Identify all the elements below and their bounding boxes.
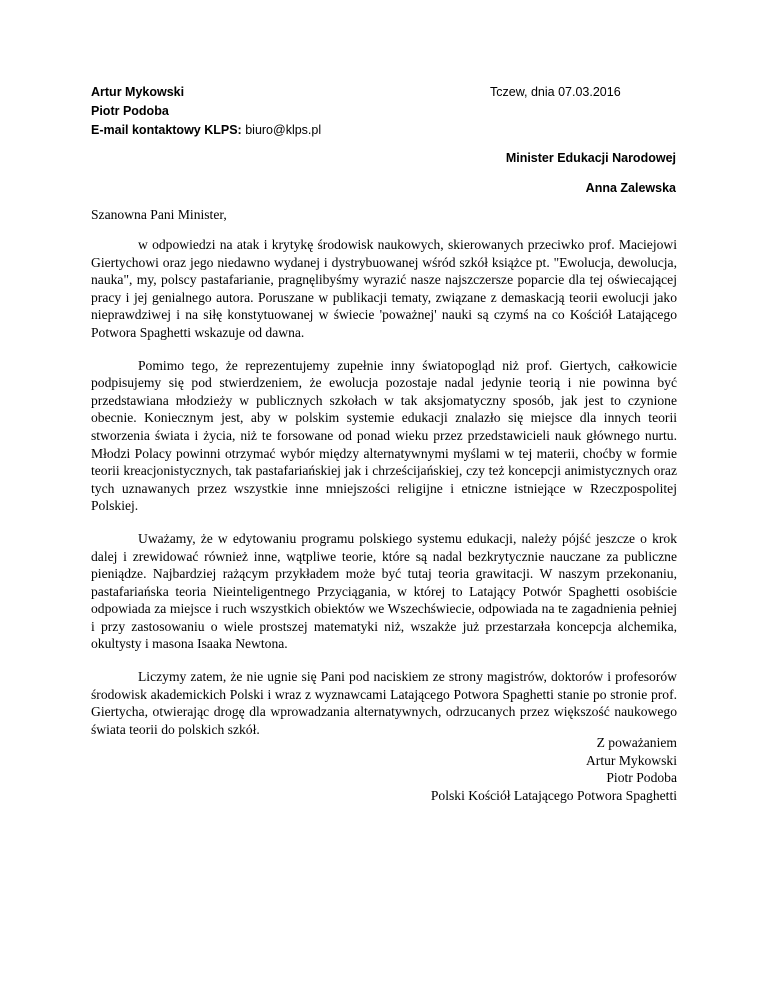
sender-email-line <box>91 121 421 140</box>
closing-organization: Polski Kościół Latającego Potwora Spaghetti <box>430 787 677 803</box>
letter-body <box>91 236 677 753</box>
letter-date: Tczew, dnia 07.03.2016 <box>490 85 621 99</box>
email-label: E-mail kontaktowy KLPS: <box>91 123 242 137</box>
body-paragraph-4: Liczymy zatem, że nie ugnie się Pani pod naciskiem ze strony magistrów, doktorów i profesorów środowisk akademickich Polski i wraz z wyznawcami Latającego Potwora Spaghetti stanie po stronie prof. Giertycha, otwierając drogę dla wprowadzania alternatywnych, odrzucanych przez większość naukowego świata teorii do polskich szkół. <box>91 669 677 737</box>
sender-block <box>91 83 421 140</box>
sender-name-2: Piotr Podoba <box>91 104 169 118</box>
closing-name-2: Piotr Podoba <box>606 770 677 786</box>
email-address: biuro@klps.pl <box>245 123 322 137</box>
sender-name-1: Artur Mykowski <box>91 85 185 99</box>
closing-name-1: Artur Mykowski <box>585 752 677 768</box>
recipient-name: Anna Zalewska <box>585 181 676 195</box>
recipient-title: Minister Edukacji Narodowej <box>505 151 676 165</box>
body-paragraph-2: Pomimo tego, że reprezentujemy zupełnie inny światopogląd niż prof. Giertych, całkowicie podpisujemy się pod stwierdzeniem, że ewolucja pozostaje nadal jedynie teorią i nie powinna być przedstawiana młodzieży w publicznych szkołach w tak aksjomatyczny sposób, jak jest to czynione obecnie. Koniecznym jest, aby w polskim systemie edukacji znalazło się miejsce dla innych teorii stworzenia świata i życia, niż te forsowane od ponad wieku przez przedstawicieli nauk głównego nurtu. Młodzi Polacy powinni otrzymać wybór między alternatywnymi myślami w tej materii, choćby w formie teorii kreacjonistycznych, tak pastafariańskiej jak i chrześcijańskiej, czy też koncepcji animistycznych oraz tych uznawanych przez wszystkie inne mniejszości religijne i etniczne istniejące w Rzeczpospolitej Polskiej. <box>91 357 677 514</box>
closing-block <box>277 734 677 804</box>
closing-regards: Z poważaniem <box>596 735 677 750</box>
body-paragraph-3: Uważamy, że w edytowaniu programu polskiego systemu edukacji, należy pójść jeszcze o krok dalej i zrewidować również inne, wątpliwe teorie, które są nadal bezkrytycznie nauczane za publiczne pieniądze. Najbardziej rażącym przykładem może być tutaj teoria grawitacji. W naszym przekonaniu, pastafariańska teoria Nieinteligentnego Przyciągania, w której to Latający Potwór Spaghetti osobiście odpowiada za miejsce i ruch wszystkich obiektów we Wszechświecie, odpowiada na te zagadnienia pełniej i przy zastosowaniu o wiele prostszej matematyki niż, wszakże już przestarzała koncepcja alchemika, okultysty i masona Isaaka Newtona. <box>91 530 677 652</box>
salutation: Szanowna Pani Minister, <box>91 207 227 222</box>
body-paragraph-1: w odpowiedzi na atak i krytykę środowisk naukowych, skierowanych przeciwko prof. Maciejowi Giertychowi oraz jego niedawno wydanej i dystrybuowanej wśród szkół książce pt. "Ewolucja, dewolucja, nauka", my, polscy pastafarianie, pragnęlibyśmy wyrazić nasze najszczersze poparcie dla tej oświecającej pracy i jej genialnego autora. Poruszane w publikacji tematy, związane z demaskacją teorii ewolucji jako nieprawdziwej i na siłę konstytuowanej w świecie 'poważnej' nauki są czymś na co Kościół Latającego Potwora Spaghetti wskazuje od dawna. <box>91 237 677 340</box>
